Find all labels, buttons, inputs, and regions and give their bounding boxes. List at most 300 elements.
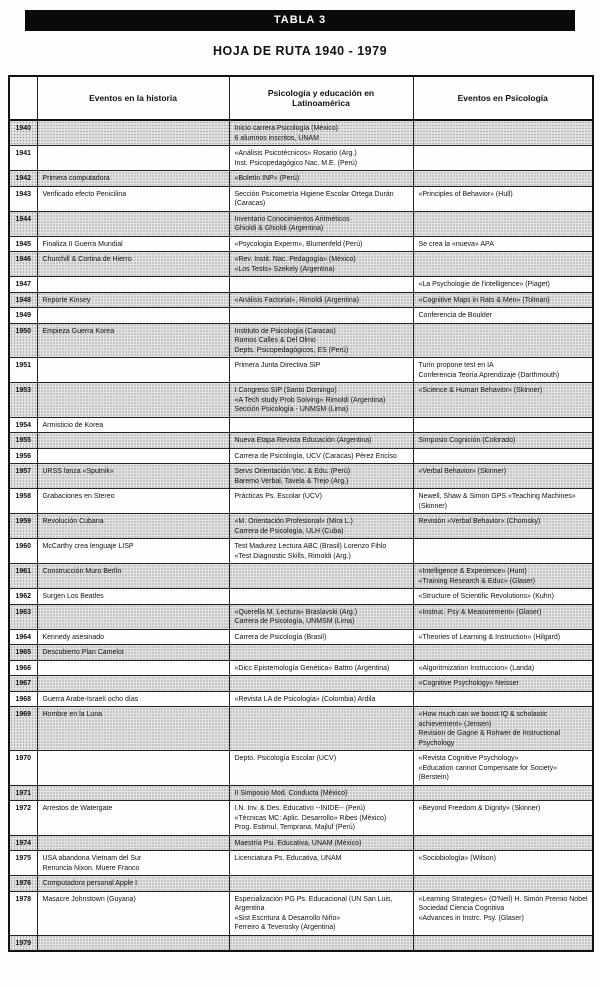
latam-cell — [229, 851, 413, 876]
year-cell — [9, 707, 37, 751]
cell-text-line: Primera Junta Directiva SIP — [234, 362, 321, 369]
cell-text-line: «Instruc. Psy & Measurement» (Glaser) — [418, 608, 542, 616]
latam-cell — [229, 464, 413, 489]
latam-cell — [229, 785, 413, 801]
psych-cell — [413, 660, 593, 676]
year-cell — [9, 876, 37, 892]
cell-text-line: Ghioldi & Ghioldi (Argentina) — [234, 225, 324, 232]
table-row — [9, 691, 593, 707]
cell-text-line: 1940 — [15, 125, 32, 132]
cell-text-line: Especialización PG Ps. Educacional (UN San Luis, Argentina — [234, 895, 393, 912]
latam-cell — [229, 358, 413, 383]
cell-text-line: «Learning Strategies» (O'Neil) H. Simón Premio Nobel — [418, 895, 588, 903]
table-row — [9, 851, 593, 876]
latam-cell — [229, 383, 413, 418]
latam-cell — [229, 277, 413, 293]
cell-text-line: Empieza Guerra Korea — [42, 327, 115, 335]
cell-text-line: Arrestos de Watergate — [42, 805, 113, 812]
cell-text-line: 1966 — [15, 664, 32, 672]
table-row — [9, 876, 593, 892]
history-cell — [37, 252, 229, 277]
cell-text-line: 1969 — [15, 711, 32, 718]
year-cell — [9, 323, 37, 358]
year-cell — [9, 645, 37, 661]
cell-text-line: Primera computadora — [42, 175, 110, 182]
year-cell — [9, 785, 37, 801]
psych-cell — [413, 707, 593, 751]
table-row — [9, 464, 593, 489]
history-cell — [37, 277, 229, 293]
cell-text-line: Carrera de Psicología, UNMSM (Lima) — [234, 618, 355, 625]
cell-text-line: 1949 — [15, 312, 32, 319]
psych-cell — [413, 448, 593, 464]
cell-text-line: Test Madurez Lectura ABC (Brasil) Lorenzo Fihlo — [234, 543, 387, 550]
cell-text-line: Baremo Verbal, Tavela & Trejo (Arg.) — [234, 477, 349, 485]
table-row — [9, 589, 593, 605]
cell-text-line: 1964 — [15, 633, 32, 641]
table-row — [9, 707, 593, 751]
cell-text-line: Kennedy asesinado — [42, 633, 104, 641]
psych-cell — [413, 417, 593, 433]
psych-cell — [413, 383, 593, 418]
cell-text-line: Carrera de Psicología (Brasil) — [234, 633, 327, 641]
cell-text-line: Masacre Johnstown (Guyana) — [42, 895, 136, 903]
cell-text-line: 1960 — [15, 543, 32, 550]
history-cell — [37, 891, 229, 935]
psych-cell — [413, 186, 593, 211]
cell-text-line: Simposio Cognición (Colorado) — [418, 437, 516, 444]
latam-cell — [229, 645, 413, 661]
cell-text-line: Depto. Psicología Escolar (UCV) — [234, 755, 337, 762]
history-cell — [37, 876, 229, 892]
psych-cell — [413, 645, 593, 661]
cell-text-line: «Training Research & Educ» (Glaser) — [418, 577, 535, 585]
psych-cell — [413, 539, 593, 564]
psych-cell — [413, 589, 593, 605]
cell-text-line: Carrera de Psicología, ULH (Cuba) — [234, 527, 344, 535]
psych-cell — [413, 236, 593, 252]
cell-text-line: Verificado efecto Penicilina — [42, 190, 127, 198]
table-row — [9, 308, 593, 324]
cell-text-line: «Theories of Learning & Instruction» (Hilgard) — [418, 633, 561, 641]
cell-text-line: 1956 — [15, 452, 32, 460]
latam-cell — [229, 146, 413, 171]
latam-cell — [229, 514, 413, 539]
table-row — [9, 676, 593, 692]
psych-cell — [413, 801, 593, 836]
table-row — [9, 146, 593, 171]
latam-cell — [229, 489, 413, 514]
cell-text-line: Armisticio de Korea — [42, 421, 104, 429]
table-row — [9, 514, 593, 539]
cell-text-line: «Education cannot Compensate for Society» (Berstein) — [418, 764, 558, 781]
cell-text-line: 1947 — [15, 281, 32, 288]
history-cell — [37, 935, 229, 951]
psych-cell — [413, 514, 593, 539]
year-cell — [9, 751, 37, 786]
cell-text-line: «La Psychologie de l'intelligence» (Piaget) — [418, 281, 550, 288]
cell-text-line: 1950 — [15, 327, 32, 335]
history-cell — [37, 564, 229, 589]
psych-cell — [413, 308, 593, 324]
psych-cell — [413, 785, 593, 801]
latam-cell — [229, 171, 413, 187]
year-cell — [9, 629, 37, 645]
year-cell — [9, 171, 37, 187]
cell-text-line: USA abandona Vietnam del Sur — [42, 855, 142, 862]
psych-cell — [413, 851, 593, 876]
cell-text-line: 1948 — [15, 296, 32, 304]
cell-text-line: Prácticas Ps. Escolar (UCV) — [234, 493, 323, 500]
cell-text-line: «Dicc Epistemología Genética» Battro (Argentina) — [234, 664, 390, 672]
history-cell — [37, 171, 229, 187]
cell-text-line: «Verbal Behavior» (Skinner) — [418, 468, 507, 475]
cell-text-line: Se crea la «nueva» APA — [418, 240, 494, 248]
history-cell — [37, 589, 229, 605]
table-row — [9, 629, 593, 645]
cell-text-line: «Intelligence & Experience» (Hunt) — [418, 568, 527, 575]
latam-cell — [229, 211, 413, 236]
cell-text-line: «Science & Human Behavior» (Skinner) — [418, 387, 543, 394]
cell-text-line: Prog. Estimul. Temprana, Majluf (Perú) — [234, 824, 355, 831]
history-cell — [37, 358, 229, 383]
table-row — [9, 120, 593, 146]
latam-cell — [229, 835, 413, 851]
history-cell — [37, 292, 229, 308]
year-cell — [9, 448, 37, 464]
history-cell — [37, 514, 229, 539]
cell-text-line: Instituto de Psicología (Caracas) — [234, 327, 336, 335]
year-cell — [9, 801, 37, 836]
cell-text-line: I.N. Inv. & Des. Educativo --INIDE-- (Perú) — [234, 805, 366, 812]
history-cell — [37, 645, 229, 661]
cell-text-line: McCarthy crea lenguaje LISP — [42, 543, 134, 550]
table-row — [9, 785, 593, 801]
latam-cell — [229, 292, 413, 308]
cell-text-line: 1968 — [15, 695, 32, 703]
table-row — [9, 252, 593, 277]
latam-cell — [229, 433, 413, 449]
table-row — [9, 211, 593, 236]
table-row — [9, 171, 593, 187]
cell-text-line: 1979 — [15, 939, 32, 947]
column-header-latam: Psicología y educación en Latinoamérica — [229, 76, 413, 120]
cell-text-line: 1953 — [15, 387, 32, 394]
cell-text-line: Revolución Cubana — [42, 518, 104, 525]
year-cell — [9, 186, 37, 211]
latam-cell — [229, 676, 413, 692]
cell-text-line: 6 alumnos inscritos, UNAM — [234, 134, 319, 142]
latam-cell — [229, 308, 413, 324]
cell-text-line: Reporte Kinsey — [42, 296, 91, 304]
cell-text-line: «How much can we boost IQ & scholastic achievement» (Jensen) — [418, 711, 548, 728]
cell-text-line: Depts. Psicopedagógicos, ES (Perú) — [234, 346, 349, 354]
latam-cell — [229, 707, 413, 751]
psych-cell — [413, 277, 593, 293]
history-cell — [37, 629, 229, 645]
cell-text-line: «Structure of Scientific Revolutions» (Kuhn) — [418, 593, 554, 600]
table-row — [9, 433, 593, 449]
cell-text-line: 1958 — [15, 493, 32, 500]
psych-cell — [413, 691, 593, 707]
cell-text-line: Newell, Shaw & Simon GPS «Teaching Machines» (Skinner) — [418, 493, 576, 510]
cell-text-line: «Cognitive Psychology» Neisser — [418, 680, 519, 687]
history-cell — [37, 851, 229, 876]
cell-text-line: Maestría Psi. Educativa, UNAM (México) — [234, 839, 362, 847]
cell-text-line: 1975 — [15, 855, 32, 862]
cell-text-line: Inventario Conocimientos Aritméticos — [234, 215, 350, 223]
cell-text-line: 1942 — [15, 175, 32, 182]
cell-text-line: «Advances in Instrc. Psy. (Glaser) — [418, 914, 524, 922]
cell-text-line: «Análisis Factorial», Rimoldi (Argentina) — [234, 296, 359, 304]
psych-cell — [413, 489, 593, 514]
cell-text-line: 1976 — [15, 880, 32, 887]
cell-text-line: «A Tech study Prob Solving» Rimoldi (Argentina) — [234, 396, 386, 404]
table-row — [9, 801, 593, 836]
cell-text-line: 1970 — [15, 755, 32, 762]
table-row — [9, 358, 593, 383]
cell-text-line: 1944 — [15, 215, 32, 223]
cell-text-line: Grabaciones en Stereo — [42, 493, 115, 500]
year-cell — [9, 292, 37, 308]
latam-cell — [229, 935, 413, 951]
cell-text-line: 1951 — [15, 362, 32, 369]
latam-cell — [229, 323, 413, 358]
psych-cell — [413, 323, 593, 358]
table-row — [9, 891, 593, 935]
history-cell — [37, 448, 229, 464]
year-cell — [9, 676, 37, 692]
cell-text-line: Sección Psicometría Higiene Escolar Ortega Durán (Caracas) — [234, 190, 394, 207]
psych-cell — [413, 292, 593, 308]
table-label-banner — [25, 10, 575, 31]
year-cell — [9, 146, 37, 171]
cell-text-line: Turín propone test en IA — [418, 362, 494, 369]
psych-cell — [413, 876, 593, 892]
cell-text-line: URSS lanza «Sputnik» — [42, 468, 114, 475]
psych-cell — [413, 211, 593, 236]
table-body — [9, 120, 593, 951]
cell-text-line: 1955 — [15, 437, 32, 444]
cell-text-line: 1945 — [15, 240, 32, 248]
psych-cell — [413, 891, 593, 935]
cell-text-line: Revision de Gagne & Rohwer de Instructional Psychology — [418, 730, 561, 747]
latam-cell — [229, 186, 413, 211]
cell-text-line: Finaliza II Guerra Mundial — [42, 240, 123, 248]
latam-cell — [229, 801, 413, 836]
history-cell — [37, 660, 229, 676]
table-row — [9, 186, 593, 211]
year-cell — [9, 308, 37, 324]
history-cell — [37, 211, 229, 236]
history-cell — [37, 489, 229, 514]
year-cell — [9, 358, 37, 383]
history-cell — [37, 539, 229, 564]
latam-cell — [229, 876, 413, 892]
cell-text-line: 1974 — [15, 839, 32, 847]
cell-text-line: Computadora personal Apple I — [42, 880, 138, 887]
history-cell — [37, 464, 229, 489]
cell-text-line: Inst. Psicopedagógico Nac. M.E. (Perú) — [234, 159, 358, 167]
psych-cell — [413, 358, 593, 383]
table-row — [9, 935, 593, 951]
cell-text-line: Sociedad Ciencia Cognitiva — [418, 905, 505, 912]
cell-text-line: «Algoritmization Instruccion» (Landa) — [418, 664, 535, 672]
table-row — [9, 383, 593, 418]
cell-text-line: Servs Orientación Voc. & Edu. (Perú) — [234, 468, 351, 475]
latam-cell — [229, 604, 413, 629]
year-cell — [9, 383, 37, 418]
psych-cell — [413, 935, 593, 951]
history-cell — [37, 676, 229, 692]
history-cell — [37, 691, 229, 707]
table-row — [9, 835, 593, 851]
history-cell — [37, 751, 229, 786]
latam-cell — [229, 691, 413, 707]
year-cell — [9, 464, 37, 489]
year-cell — [9, 433, 37, 449]
cell-text-line: «Sociobiología» (Wilson) — [418, 855, 496, 862]
cell-text-line: Surgen Los Beatles — [42, 593, 104, 600]
history-cell — [37, 801, 229, 836]
latam-cell — [229, 629, 413, 645]
table-row — [9, 323, 593, 358]
history-cell — [37, 785, 229, 801]
year-cell — [9, 835, 37, 851]
cell-text-line: Conferencia de Boulder — [418, 312, 493, 319]
table-row — [9, 417, 593, 433]
latam-cell — [229, 589, 413, 605]
table-label: TABLA 3 — [273, 14, 327, 26]
history-cell — [37, 707, 229, 751]
latam-cell — [229, 120, 413, 146]
cell-text-line: «Beyond Freedom & Dignity» (Skinner) — [418, 805, 541, 812]
cell-text-line: 1946 — [15, 256, 32, 263]
year-cell — [9, 935, 37, 951]
psych-cell — [413, 146, 593, 171]
latam-cell — [229, 660, 413, 676]
cell-text-line: Ramos Calles & Del Olmo — [234, 337, 316, 344]
table-row — [9, 604, 593, 629]
table-row — [9, 751, 593, 786]
cell-text-line: Licenciatura Ps. Educativa, UNAM — [234, 855, 342, 862]
cell-text-line: Construcción Muro Berlín — [42, 568, 122, 575]
psych-cell — [413, 464, 593, 489]
table-header — [9, 76, 593, 120]
year-cell — [9, 604, 37, 629]
cell-text-line: 1971 — [15, 789, 32, 797]
cell-text-line: «Principles of Behavior» (Hull) — [418, 190, 513, 198]
history-cell — [37, 383, 229, 418]
cell-text-line: «Sist Escritura & Desarrollo Niño» — [234, 914, 341, 922]
year-cell — [9, 417, 37, 433]
year-cell — [9, 236, 37, 252]
history-cell — [37, 120, 229, 146]
psych-cell — [413, 676, 593, 692]
cell-text-line: «Cognitive Maps in Rats & Men» (Tolman) — [418, 296, 550, 304]
cell-text-line: 1967 — [15, 680, 32, 687]
latam-cell — [229, 448, 413, 464]
cell-text-line: Churchill & Cortina de Hierro — [42, 256, 132, 263]
cell-text-line: Conferencia Teoría Aprendizaje (Darthmouth) — [418, 371, 560, 379]
page-title: HOJA DE RUTA 1940 - 1979 — [212, 44, 388, 58]
history-cell — [37, 186, 229, 211]
table-row — [9, 489, 593, 514]
latam-cell — [229, 891, 413, 935]
year-cell — [9, 211, 37, 236]
year-cell — [9, 691, 37, 707]
cell-text-line: Descubierto Plan Camelot — [42, 649, 124, 656]
cell-text-line: 1954 — [15, 421, 32, 429]
header-row — [9, 76, 593, 120]
latam-cell — [229, 252, 413, 277]
table-row — [9, 564, 593, 589]
year-cell — [9, 277, 37, 293]
table-row — [9, 236, 593, 252]
cell-text-line: Sección Psicología - UNMSM (Lima) — [234, 406, 349, 413]
column-header-year — [9, 76, 37, 120]
psych-cell — [413, 433, 593, 449]
history-cell — [37, 417, 229, 433]
cell-text-line: «Boletín INP» (Perú) — [234, 175, 300, 182]
timeline-table — [8, 75, 594, 952]
psych-cell — [413, 835, 593, 851]
table-row — [9, 660, 593, 676]
psych-cell — [413, 629, 593, 645]
cell-text-line: Renuncia Nixon. Muere Franco — [42, 864, 140, 872]
cell-text-line: Nueva Etapa Revista Educación (Argentina) — [234, 437, 372, 444]
cell-text-line: «Los Tests» Szekely (Argentina) — [234, 265, 335, 273]
cell-text-line: Guerra Arabe-Israelí ocho días — [42, 695, 139, 703]
year-cell — [9, 120, 37, 146]
history-cell — [37, 323, 229, 358]
cell-text-line: 1941 — [15, 150, 32, 157]
cell-text-line: Revisión «Verbal Behavior» (Chomsky) — [418, 518, 541, 525]
cell-text-line: Hombre en la Luna — [42, 711, 103, 718]
history-cell — [37, 604, 229, 629]
psych-cell — [413, 751, 593, 786]
cell-text-line: «Técnicas MC: Aplic. Desarrollo» Ribes (México) — [234, 814, 387, 822]
psych-cell — [413, 564, 593, 589]
psych-cell — [413, 604, 593, 629]
psych-cell — [413, 252, 593, 277]
table-row — [9, 448, 593, 464]
cell-text-line: Carrera de Psicología, UCV (Caracas) Pérez Enciso — [234, 452, 397, 460]
year-cell — [9, 514, 37, 539]
column-header-psychology: Eventos en Psicología — [413, 76, 593, 120]
history-cell — [37, 146, 229, 171]
cell-text-line: «Rev. Instit. Nac. Pedagogía» (México) — [234, 256, 356, 263]
history-cell — [37, 236, 229, 252]
cell-text-line: 1972 — [15, 805, 32, 812]
table-row — [9, 292, 593, 308]
table-row — [9, 539, 593, 564]
cell-text-line: 1978 — [15, 895, 32, 903]
cell-text-line: «Querella M. Lectura» Braslavski (Arg.) — [234, 608, 358, 616]
cell-text-line: Ferreiro & Teverosky (Argentina) — [234, 924, 336, 931]
year-cell — [9, 589, 37, 605]
cell-text-line: Inicio carrera Psicología (México) — [234, 125, 338, 132]
history-cell — [37, 433, 229, 449]
cell-text-line: «Análisis Psicotécnicos» Rosario (Arg.) — [234, 150, 357, 157]
year-cell — [9, 564, 37, 589]
psych-cell — [413, 171, 593, 187]
cell-text-line: 1963 — [15, 608, 32, 616]
cell-text-line: «Revista Cognitive Psychology» — [418, 755, 519, 762]
cell-text-line: 1959 — [15, 518, 32, 525]
latam-cell — [229, 417, 413, 433]
cell-text-line: «M. Orientación Profesional» (Mira L.) — [234, 518, 353, 525]
